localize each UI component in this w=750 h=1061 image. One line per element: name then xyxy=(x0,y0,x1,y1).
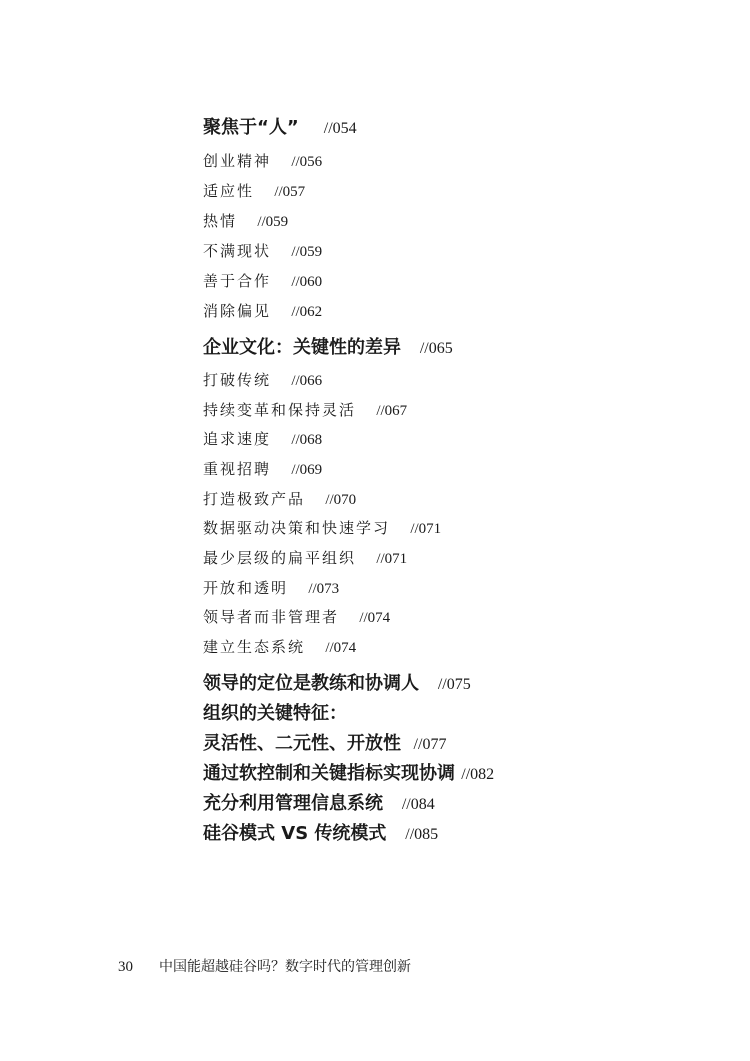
toc-entry-page: 066 xyxy=(299,373,323,389)
toc-entry xyxy=(203,462,322,478)
toc-entry-title: 不满现状 xyxy=(203,242,272,260)
toc-entry-title: 追求速度 xyxy=(203,430,272,448)
toc-entry-page: 071 xyxy=(384,551,408,567)
toc-entry-title: 聚焦于“人” xyxy=(203,117,299,138)
toc-entry xyxy=(203,373,322,389)
toc-entry-separator: // xyxy=(291,244,300,260)
toc-entry xyxy=(203,339,453,357)
toc-entry-separator: // xyxy=(291,373,300,389)
toc-entry-separator: // xyxy=(291,154,300,170)
toc-entry xyxy=(203,640,356,656)
toc-entry xyxy=(203,765,494,783)
toc-entry xyxy=(203,825,438,843)
toc-entry-title: 通过软控制和关键指标实现协调 xyxy=(203,763,455,784)
running-book-title: 中国能超越硅谷吗？数字时代的管理创新 xyxy=(159,959,411,975)
toc-entry-separator: // xyxy=(257,214,266,230)
toc-entry-separator: // xyxy=(274,184,283,200)
toc-entry xyxy=(203,735,446,753)
toc-entry-page: 073 xyxy=(316,581,340,597)
toc-entry-page: 074 xyxy=(333,640,357,656)
toc-entry-separator: // xyxy=(325,492,334,508)
toc-entry-page: 084 xyxy=(410,796,435,813)
toc-entry-page: 085 xyxy=(414,826,439,843)
toc-entry xyxy=(203,432,322,448)
toc-entry xyxy=(203,154,322,170)
toc-entry-page: 070 xyxy=(333,492,357,508)
toc-entry-page: 071 xyxy=(418,521,442,537)
toc-entry-separator: // xyxy=(323,120,333,137)
toc-entry-title: 数据驱动决策和快速学习 xyxy=(203,519,391,537)
toc-entry-title: 组织的关键特征： xyxy=(203,703,347,724)
toc-entry xyxy=(203,581,339,597)
toc-entry-title: 善于合作 xyxy=(203,272,272,290)
toc-entry-separator: // xyxy=(291,274,300,290)
toc-entry-title: 热情 xyxy=(203,212,238,230)
toc-entry-page: 059 xyxy=(265,214,289,230)
toc-entry-separator: // xyxy=(461,766,471,783)
toc-entry-page: 060 xyxy=(299,274,323,290)
toc-entry-title: 领导的定位是教练和协调人 xyxy=(203,673,419,694)
toc-entry xyxy=(203,492,356,508)
toc-entry-title: 消除偏见 xyxy=(203,302,272,320)
toc-entry-page: 065 xyxy=(428,340,453,357)
toc-entry-title: 硅谷模式 VS 传统模式 xyxy=(203,823,387,844)
toc-entry-page: 077 xyxy=(422,736,447,753)
toc-entry-separator: // xyxy=(376,551,385,567)
toc-entry-title: 开放和透明 xyxy=(203,579,289,597)
toc-entry-page: 056 xyxy=(299,154,323,170)
toc-entry-page: 069 xyxy=(299,462,323,478)
toc-entry xyxy=(203,795,435,813)
toc-entry xyxy=(203,184,305,200)
toc-entry-separator: // xyxy=(359,610,368,626)
toc-entry-title: 重视招聘 xyxy=(203,460,272,478)
toc-entry-title: 灵活性、二元性、开放性 xyxy=(203,733,401,754)
toc-entry-title: 最少层级的扁平组织 xyxy=(203,549,357,567)
toc-entry-separator: // xyxy=(325,640,334,656)
toc-entry-title: 持续变革和保持灵活 xyxy=(203,401,357,419)
toc-entry xyxy=(203,119,357,137)
toc-entry-separator: // xyxy=(413,736,423,753)
toc-entry-separator: // xyxy=(437,676,447,693)
toc-entry-page: 082 xyxy=(470,766,495,783)
page-footer xyxy=(118,958,411,975)
toc-entry-page: 067 xyxy=(384,403,408,419)
toc-entry-title: 充分利用管理信息系统 xyxy=(203,793,383,814)
toc-entry-separator: // xyxy=(419,340,429,357)
toc-entry-title: 适应性 xyxy=(203,182,255,200)
toc-entry-separator: // xyxy=(401,796,411,813)
toc-entry-page: 054 xyxy=(332,120,357,137)
toc-entry xyxy=(203,521,441,537)
toc-entry-separator: // xyxy=(376,403,385,419)
toc-entry xyxy=(203,705,347,723)
page-number: 30 xyxy=(118,959,133,975)
toc-entry-title: 领导者而非管理者 xyxy=(203,608,340,626)
toc-entry-separator: // xyxy=(308,581,317,597)
toc-entry-title: 建立生态系统 xyxy=(203,638,306,656)
toc-entry xyxy=(203,675,471,693)
toc-entry-page: 074 xyxy=(367,610,391,626)
toc-entry xyxy=(203,274,322,290)
toc-entry-page: 075 xyxy=(446,676,471,693)
toc-entry-title: 创业精神 xyxy=(203,152,272,170)
toc-entry-title: 打破传统 xyxy=(203,371,272,389)
toc-entry-page: 059 xyxy=(299,244,323,260)
toc-entry-page: 068 xyxy=(299,432,323,448)
toc-entry-title: 企业文化：关键性的差异 xyxy=(203,337,401,358)
toc-entry-separator: // xyxy=(405,826,415,843)
toc-entry xyxy=(203,214,288,230)
toc-entry-separator: // xyxy=(291,432,300,448)
toc-entry-separator: // xyxy=(410,521,419,537)
toc-entry-page: 062 xyxy=(299,304,323,320)
toc-entry xyxy=(203,304,322,320)
toc-entry-separator: // xyxy=(291,304,300,320)
toc-entry xyxy=(203,403,407,419)
toc-entry-page: 057 xyxy=(282,184,306,200)
toc-entry xyxy=(203,610,390,626)
toc-entry xyxy=(203,244,322,260)
toc-entry-title: 打造极致产品 xyxy=(203,490,306,508)
toc-entry xyxy=(203,551,407,567)
toc-entry-separator: // xyxy=(291,462,300,478)
